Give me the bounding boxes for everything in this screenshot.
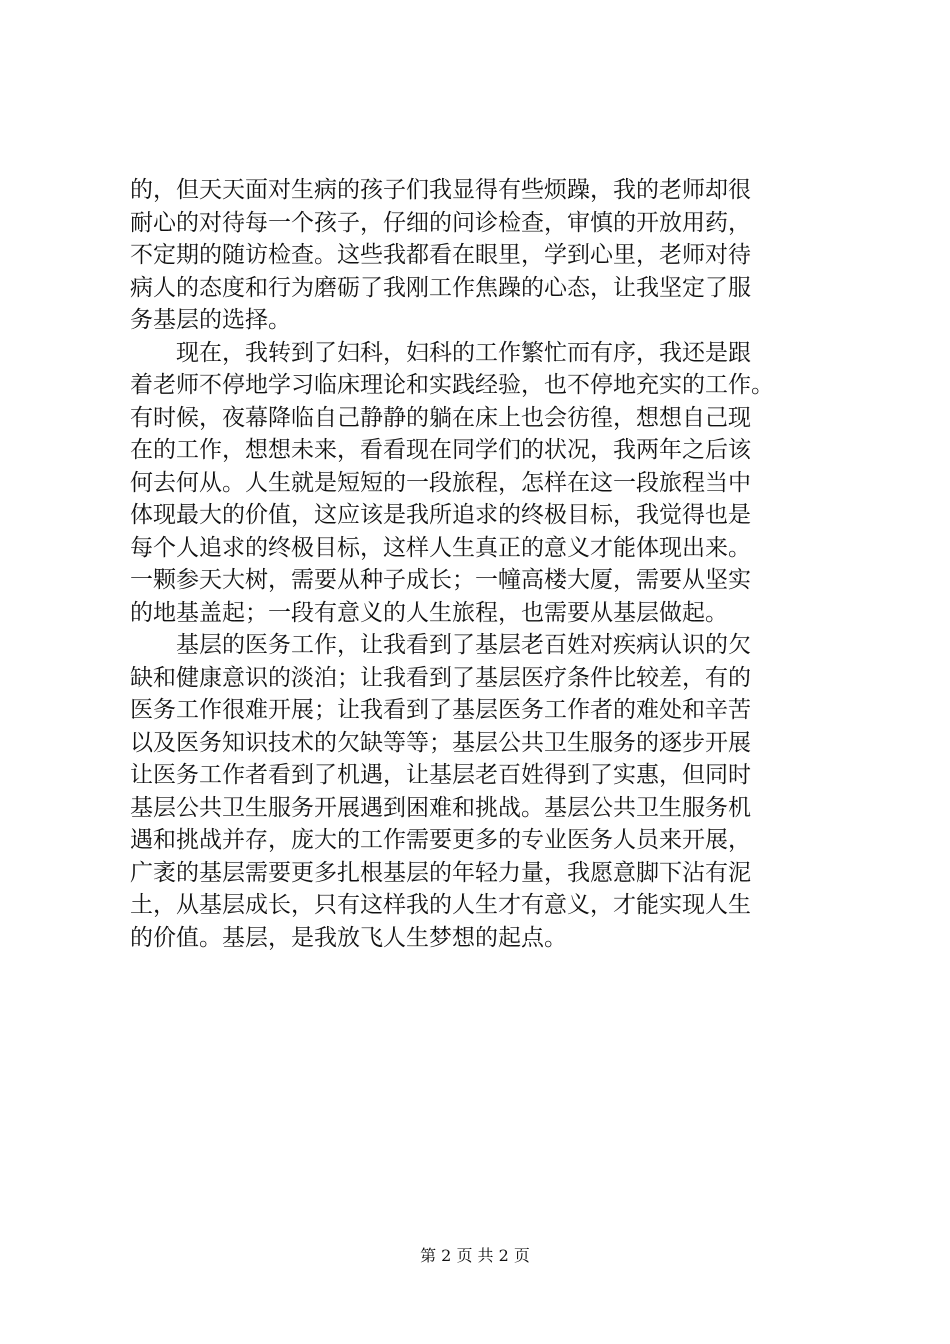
text-line: 遇和挑战并存，庞大的工作需要更多的专业医务人员来开展，: [130, 827, 751, 853]
text-line: 一颗参天大树，需要从种子成长；一幢高楼大厦，需要从坚实: [130, 567, 751, 593]
text-line: 每个人追求的终极目标，这样人生真正的意义才能体现出来。: [130, 534, 751, 561]
text-line: 在的工作，想想未来，看看现在同学们的状况，我两年之后该: [130, 437, 751, 463]
text-line: 基层公共卫生服务开展遇到困难和挑战。基层公共卫生服务机: [130, 794, 751, 821]
text-line: 耐心的对待每一个孩子，仔细的问诊检查，审慎的开放用药，: [130, 209, 751, 236]
text-line: 务基层的选择。: [130, 307, 291, 333]
text-line: 医务工作很难开展；让我看到了基层医务工作者的难处和辛苦: [130, 697, 751, 723]
text-line: 以及医务知识技术的欠缺等等；基层公共卫生服务的逐步开展: [130, 729, 751, 756]
text-line: 现在，我转到了妇科，妇科的工作繁忙而有序，我还是跟: [130, 339, 751, 366]
text-line: 病人的态度和行为磨砺了我刚工作焦躁的心态，让我坚定了服: [130, 274, 751, 301]
text-line: 基层的医务工作，让我看到了基层老百姓对疾病认识的欠: [130, 632, 751, 658]
text-line: 缺和健康意识的淡泊；让我看到了基层医疗条件比较差，有的: [130, 664, 751, 691]
text-line: 的，但天天面对生病的孩子们我显得有些烦躁，我的老师却很: [130, 177, 751, 203]
body-text: [130, 174, 835, 954]
text-line: 着老师不停地学习临床理论和实践经验，也不停地充实的工作。: [130, 372, 774, 398]
text-line: 土，从基层成长，只有这样我的人生才有意义，才能实现人生: [130, 892, 751, 918]
page-number-footer: 第 2 页 共 2 页: [420, 1246, 530, 1265]
text-line: 的价值。基层，是我放飞人生梦想的起点。: [130, 924, 567, 951]
text-line: 体现最大的价值，这应该是我所追求的终极目标，我觉得也是: [130, 502, 751, 528]
text-line: 不定期的随访检查。这些我都看在眼里，学到心里，老师对待: [130, 242, 751, 268]
text-line: 有时候，夜幕降临自己静静的躺在床上也会彷徨，想想自己现: [130, 404, 751, 431]
text-line: 让医务工作者看到了机遇，让基层老百姓得到了实惠，但同时: [130, 762, 751, 788]
text-line: 何去何从。人生就是短短的一段旅程，怎样在这一段旅程当中: [130, 469, 751, 496]
text-line: 的地基盖起；一段有意义的人生旅程，也需要从基层做起。: [130, 599, 728, 626]
text-line: 广袤的基层需要更多扎根基层的年轻力量，我愿意脚下沾有泥: [130, 859, 751, 886]
